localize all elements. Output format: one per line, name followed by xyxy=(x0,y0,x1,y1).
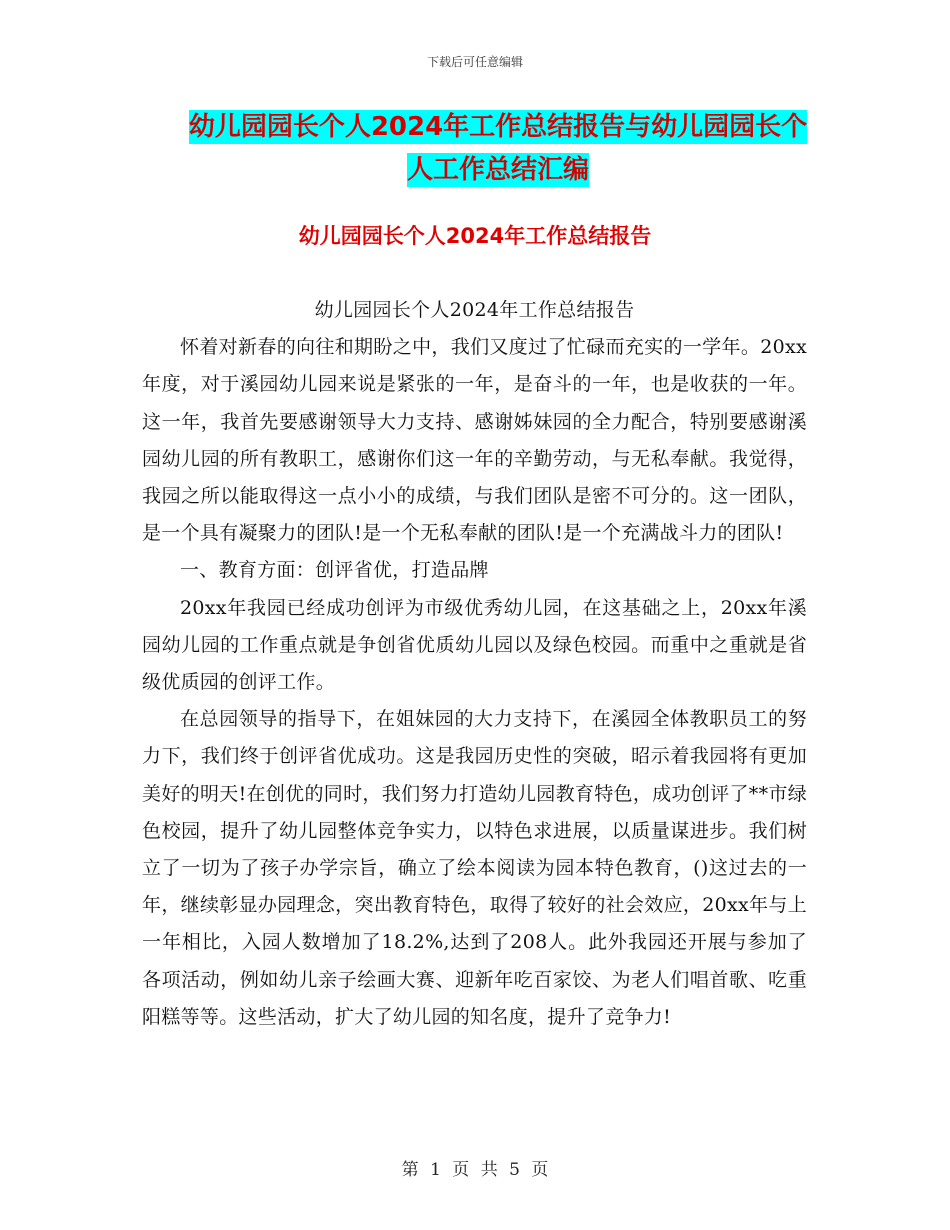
main-title-line-1: 幼儿园园长个人2024年工作总结报告与幼儿园园长个 xyxy=(188,112,808,142)
main-title-line-2: 人工作总结汇编 xyxy=(406,155,589,185)
document-main-title xyxy=(188,106,808,192)
page-header-note: 下载后可任意编辑 xyxy=(426,55,523,69)
page-number: 第 1 页 共 5 页 xyxy=(401,1160,549,1180)
paragraph-heading-education: 一、教育方面：创评省优，打造品牌 xyxy=(180,559,489,582)
document-subtitle: 幼儿园园长个人2024年工作总结报告 xyxy=(314,299,635,321)
section-title: 幼儿园园长个人2024年工作总结报告 xyxy=(298,224,652,248)
paragraph-education-2: 在总园领导的指导下，在姐妹园的大力支持下，在溪园全体教职员工的努力下，我们终于创评省优成功。这是我园历史性的突破，昭示着我园将有更加美好的明天!在创优的同时，我们努力打造幼儿园教育特色，成功创评了**市绿色校园，提升了幼儿园整体竞争实力，以特色求进展，以质量谋进步。我们树立了一切为了孩子办学宗旨，确立了绘本阅读为园本特色教育，()这过去的一年，继续彰显办园理念，突出教育特色，取得了较好的社会效应，20xx年与上一年相比，入园人数增加了18.2%,达到了208人。此外我园还开展与参加了各项活动，例如幼儿亲子绘画大赛、迎新年吃百家饺、为老人们唱首歌、吃重阳糕等等。这些活动，扩大了幼儿园的知名度，提升了竞争力! xyxy=(142,708,807,1028)
paragraph-education-1: 20xx年我园已经成功创评为市级优秀幼儿园，在这基础之上，20xx年溪园幼儿园的工作重点就是争创省优质幼儿园以及绿色校园。而重中之重就是省级优质园的创评工作。 xyxy=(142,596,807,694)
document-body xyxy=(142,292,807,1036)
paragraph-intro: 怀着对新春的向往和期盼之中，我们又度过了忙碌而充实的一学年。20xx年度，对于溪园幼儿园来说是紧张的一年，是奋斗的一年，也是收获的一年。这一年，我首先要感谢领导大力支持、感谢姊妹园的全力配合，特别要感谢溪园幼儿园的所有教职工，感谢你们这一年的辛勤劳动，与无私奉献。我觉得，我园之所以能取得这一点小小的成绩，与我们团队是密不可分的。这一团队，是一个具有凝聚力的团队!是一个无私奉献的团队!是一个充满战斗力的团队! xyxy=(142,336,807,545)
